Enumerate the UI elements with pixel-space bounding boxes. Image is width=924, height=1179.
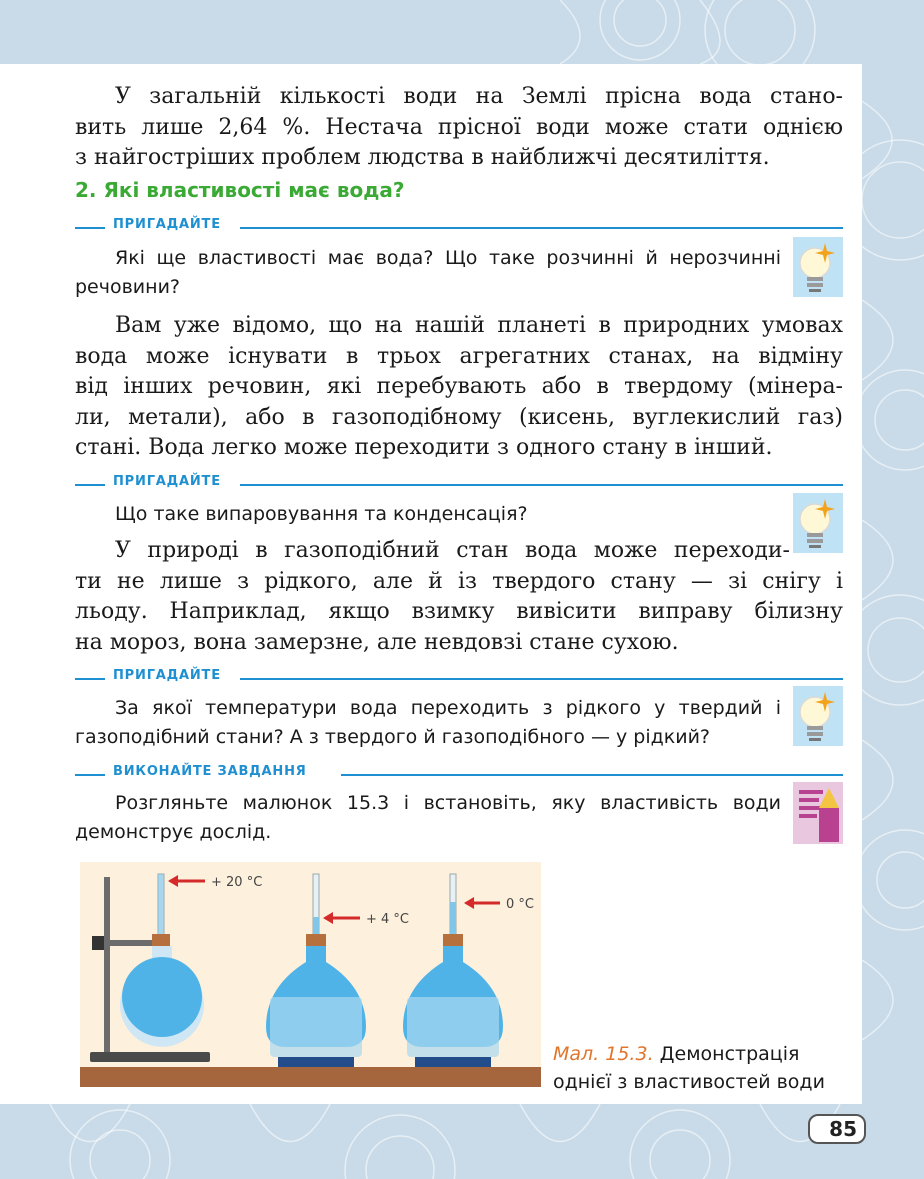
- text-line: з найгостріших проблем людства в найближчі десятиліття.: [75, 145, 770, 170]
- caption-text: однієї з властивостей води: [553, 1071, 825, 1093]
- text-line: У загальній кількості води на Землі прісна вода стано-: [115, 84, 843, 109]
- text-line: демонструє дослід.: [75, 821, 272, 843]
- section-heading: 2. Які властивості має вода?: [75, 178, 405, 202]
- flasks-illustration: [80, 862, 541, 1087]
- task-text: [75, 789, 781, 847]
- text-line: від інших речовин, які перебувають або в твердому (мінера-: [75, 374, 843, 399]
- temp-label: + 20 °C: [211, 875, 263, 890]
- text-line: За якої температури вода переходить з рідкого у твердий і: [115, 697, 781, 719]
- figure-illustration: [80, 862, 541, 1087]
- text-line: льоду. Наприклад, якщо взимку вивісити виправу білизну: [75, 599, 843, 624]
- temp-label: + 4 °C: [366, 912, 410, 927]
- remember-question: [75, 500, 781, 529]
- body-paragraph: [75, 536, 843, 658]
- task-rule: [75, 764, 843, 780]
- text-line: вода може існувати в трьох агрегатних станах, на відміну: [75, 343, 843, 369]
- text-line: на мороз, вона замерзне, але невдовзі стане сухою.: [75, 629, 679, 655]
- text-line: Які ще властивості має вода? Що таке розчинні й нерозчинні: [115, 247, 781, 269]
- remember-rule: [75, 474, 843, 490]
- caption-text: Демонстрація: [659, 1043, 800, 1065]
- text-line: стані. Вода легко може переходити з одного стану в інший.: [75, 435, 773, 460]
- lightbulb-icon: [793, 237, 843, 297]
- figure-caption: [553, 1040, 853, 1096]
- text-line: вить лише 2,64 %. Нестача прісної води може стати однією: [75, 114, 843, 140]
- text-line: ти не лише з рідкого, але й із твердого стану — зі снігу і: [75, 568, 843, 594]
- text-line: ли, метали), або в газоподібному (кисень, вуглекислий газ): [75, 404, 843, 430]
- text-line: газоподібний стани? А з твердого й газоподібного — у рідкий?: [75, 726, 711, 748]
- body-paragraph: [75, 311, 843, 464]
- task-label: ВИКОНАЙТЕ ЗАВДАННЯ: [113, 764, 307, 779]
- task-icon: [793, 782, 843, 844]
- caption-number: Мал. 15.3.: [553, 1043, 654, 1065]
- page-number: 85: [808, 1114, 866, 1144]
- intro-paragraph: [75, 82, 843, 174]
- remember-question: [75, 244, 781, 302]
- remember-rule: [75, 668, 843, 684]
- remember-label: ПРИГАДАЙТЕ: [113, 668, 221, 683]
- remember-label: ПРИГАДАЙТЕ: [113, 217, 221, 232]
- text-line: Вам уже відомо, що на нашій планеті в природних умовах: [115, 313, 843, 338]
- text-line: речовини?: [75, 276, 181, 298]
- text-line: Що таке випаровування та конденсація?: [115, 503, 528, 525]
- text-line: Розгляньте малюнок 15.3 і встановіть, яку властивість води: [115, 792, 781, 814]
- remember-label: ПРИГАДАЙТЕ: [113, 474, 221, 489]
- temp-label: 0 °C: [506, 897, 534, 912]
- remember-rule: [75, 217, 843, 233]
- remember-question: [75, 694, 781, 752]
- text-line: У природі в газоподібний стан вода може переходи-: [115, 538, 790, 563]
- lightbulb-icon: [793, 686, 843, 746]
